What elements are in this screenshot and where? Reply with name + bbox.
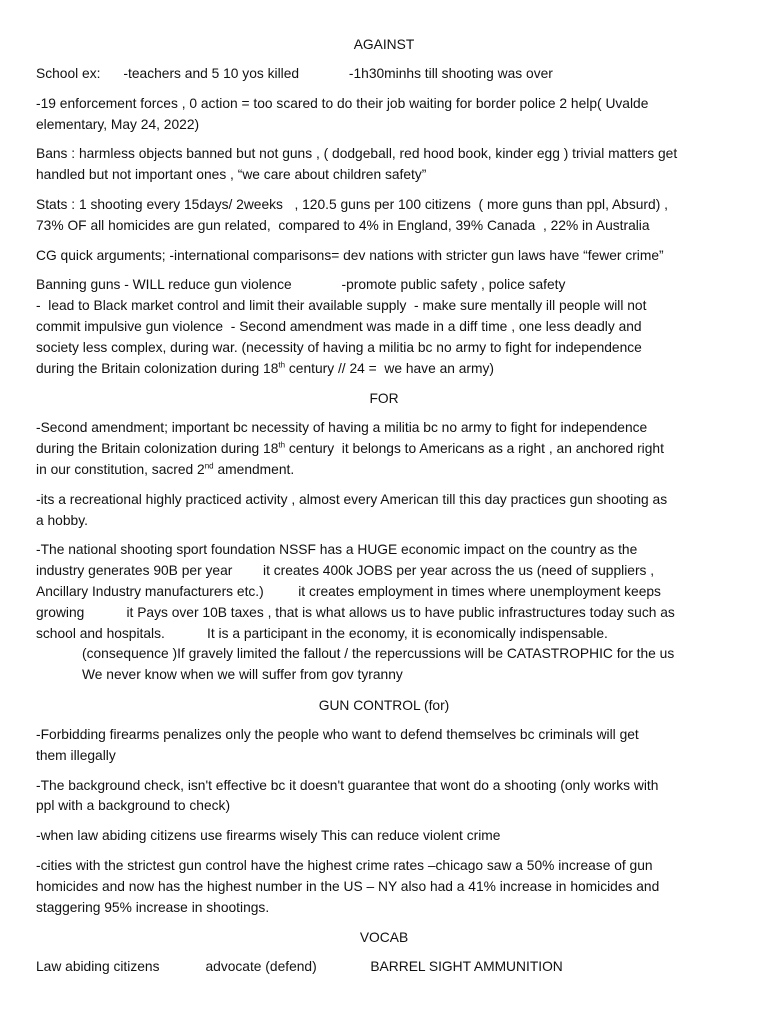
section-heading-vocab: VOCAB — [359, 930, 409, 946]
text-line: Law abiding citizens advocate (defend) BARREL SIGHT AMMUNITION — [36, 959, 563, 975]
text-line: -when law abiding citizens use firearms wisely This can reduce violent crime — [36, 828, 501, 844]
text-line: Stats : 1 shooting every 15days/ 2weeks , 120.5 guns per 100 citizens ( more guns than ppl, Absurd) , — [36, 196, 668, 212]
text-line: commit impulsive gun violence - Second amendment was made in a diff time , one less deadly and — [36, 318, 642, 334]
paragraph — [36, 540, 732, 686]
section-heading-against: AGAINST — [353, 37, 415, 52]
text-line: homicides and now has the highest number in the US – NY also had a 41% increase in homicides and — [36, 878, 660, 894]
paragraph — [36, 776, 732, 818]
text-line: a hobby. — [36, 512, 88, 528]
text-line: Banning guns - WILL reduce gun violence -promote public safety , police safety — [36, 277, 566, 293]
text-line: them illegally — [36, 747, 116, 763]
text-line: School ex: -teachers and 5 10 yos killed -1h30minhs till shooting was over — [36, 66, 553, 81]
section-heading-gun-control: GUN CONTROL (for) — [318, 697, 450, 713]
paragraph — [36, 94, 732, 136]
text-line: during the Britain colonization during 18th century // 24 = we have an army) — [36, 359, 495, 376]
text-line: growing it Pays over 10B taxes , that is what allows us to have public infrastructures today such as — [36, 604, 675, 620]
text-line: -Forbidding firearms penalizes only the people who want to defend themselves bc criminals will get — [36, 726, 639, 742]
text-line: -The national shooting sport foundation NSSF has a HUGE economic impact on the country as the — [36, 542, 638, 558]
text-line: 73% OF all homicides are gun related, compared to 4% in England, 39% Canada , 22% in Australia — [36, 217, 650, 233]
paragraph — [36, 144, 732, 186]
indented-line: We never know when we will suffer from gov tyranny — [82, 667, 403, 683]
text-line: in our constitution, sacred 2nd amendment. — [36, 461, 295, 477]
text-line: staggering 95% increase in shootings. — [36, 899, 270, 915]
paragraph — [36, 490, 732, 532]
text-line: -The background check, isn't effective bc it doesn't guarantee that wont do a shooting (only works with — [36, 777, 659, 793]
text-line: industry generates 90B per year it creates 400k JOBS per year across the us (need of suppliers , — [36, 563, 655, 579]
paragraph — [36, 725, 732, 767]
text-line: -cities with the strictest gun control have the highest crime rates –chicago saw a 50% increase of gun — [36, 857, 653, 873]
section-heading-for: FOR — [369, 391, 399, 407]
text-line: Ancillary Industry manufacturers etc.) it creates employment in times where unemployment keeps — [36, 583, 661, 599]
paragraph — [36, 418, 732, 480]
text-line: -its a recreational highly practiced activity , almost every American till this day practices gun shooting as — [36, 491, 668, 507]
text-line: society less complex, during war. (necessity of having a militia bc no army to fight for independence — [36, 339, 642, 355]
paragraph — [36, 246, 732, 267]
paragraph — [36, 275, 732, 379]
text-line: -19 enforcement forces , 0 action = too scared to do their job waiting for border police 2 help( Uvalde — [36, 95, 649, 111]
text-line: elementary, May 24, 2022) — [36, 116, 200, 132]
text-line: handled but not important ones , “we care about children safety” — [36, 167, 427, 183]
paragraph — [36, 195, 732, 237]
text-line: -Second amendment; important bc necessity of having a militia bc no army to fight for independence — [36, 420, 648, 436]
paragraph — [36, 826, 732, 847]
text-line: ppl with a background to check) — [36, 798, 231, 814]
text-line: during the Britain colonization during 18th century it belongs to Americans as a right , an anchored right — [36, 440, 664, 457]
paragraph — [36, 957, 732, 978]
indented-line: (consequence )If gravely limited the fallout / the repercussions will be CATASTROPHIC for the us — [82, 646, 675, 662]
paragraph — [36, 64, 732, 85]
paragraph — [36, 856, 732, 918]
text-line: Bans : harmless objects banned but not guns , ( dodgeball, red hood book, kinder egg ) trivial matters get — [36, 146, 678, 162]
text-line: - lead to Black market control and limit their available supply - make sure mentally ill people will not — [36, 298, 647, 314]
text-line: CG quick arguments; -international comparisons= dev nations with stricter gun laws have “fewer crime” — [36, 247, 664, 263]
text-line: school and hospitals. It is a participant in the economy, it is economically indispensable. — [36, 625, 608, 641]
